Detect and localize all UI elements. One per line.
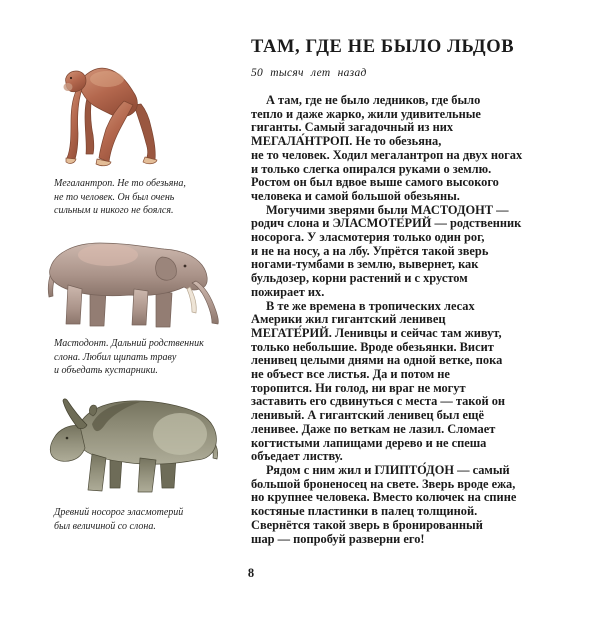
elasmotherium-illustration [48,398,226,498]
caption-line: Древний носорог эласмотерий [54,507,184,518]
text-line: МЕГАЛА́НТРОП. Не то обезьяна, [251,134,442,149]
text-line: большой броненосец на свете. Зверь вроде ежа, [251,476,516,491]
text-line: Ростом он был вдвое выше самого высокого [251,175,499,190]
text-line: торопится. Ни голод, ни враг не могут [251,380,466,395]
text-line: А там, где не было ледников, где было [266,93,481,107]
text-line: не объест все листья. Да и потом не [251,367,450,382]
elasmotherium-caption [54,506,224,533]
caption-line: не то человек. Он был очень [54,191,175,203]
text-line: гиганты. Самый загадочный из них [251,120,454,135]
article-subtitle: 50 тысяч лет назад [251,67,367,79]
text-line: объедает листву. [251,449,343,464]
text-line: ленивее. Даже по веткам не лазил. Сломает [251,421,496,436]
text-line: но крупнее человека. Вместо колючек на спине [251,490,517,505]
text-line: Могучими зверями были МАСТОДОНТ — [266,202,509,217]
text-line: когтистыми лапищами дерево и не спеша [251,435,487,450]
text-line: В те же времена в тропических лесах [266,298,475,313]
mastodon-illustration [46,239,228,328]
text-line: шар — попробуй разверни его! [251,531,425,546]
text-line: пожирает их. [251,284,325,299]
caption-line: Мастодонт. Дальний родственник [54,338,204,349]
megalanthrop-caption [54,177,224,218]
text-line: и не на носу, а на лбу. Упрётся такой зверь [251,243,489,258]
text-line: Свернётся такой зверь в бронированный [251,517,483,532]
body-text [251,94,573,546]
text-line: тепло и даже жарко, жили удивительные [251,106,481,121]
text-line: Рядом с ним жил и ГЛИПТО́ДОН — самый [266,462,510,477]
text-line: носорога. У эласмотерия только один рог, [251,230,485,245]
text-line: заставить его сдвинуться с места — такой он [251,394,506,409]
text-line: родич слона и ЭЛАСМОТЕ́РИЙ — родственник [251,216,522,231]
text-line: человека и самой большой обезьяны. [251,188,460,203]
article-title: ТАМ, ГДЕ НЕ БЫЛО ЛЬДОВ [251,37,515,57]
caption-line: Мегалантроп. Не то обезьяна, [54,178,186,189]
text-line: ленивый. А гигантский ленивец был ещё [251,408,484,423]
caption-line: слона. Любил щипать траву [54,351,177,363]
text-line: только небольшие. Вроде обезьянки. Висит [251,339,494,354]
page-number: 8 [247,566,255,580]
text-line: ногами-тумбами в землю, вывернет, как [251,257,479,272]
mastodon-caption [54,337,224,378]
text-line: и только слегка опирался руками о землю. [251,161,492,176]
caption-line: сильным и никого не боялся. [54,205,174,216]
paragraph [251,94,573,204]
text-line: Америки жил гигантский ленивец [251,312,446,327]
text-line: МЕГАТЕ́РИЙ. Ленивцы и сейчас там живут, [251,325,502,340]
megalanthrop-illustration [62,63,167,171]
text-line: не то человек. Ходил мегалантроп на двух ногах [251,147,523,162]
paragraph [251,204,573,300]
text-line: бульдозер, корни растений и с хрустом [251,271,468,286]
text-line: костяные пластинки в палец толщиной. [251,504,478,519]
text-column [251,37,573,546]
text-line: ленивец целыми днями на одной ветке, пока [251,353,503,368]
caption-line: был величиной со слона. [54,520,156,532]
paragraph [251,300,573,464]
paragraph [251,464,573,546]
caption-line: и объедать кустарники. [54,365,158,376]
